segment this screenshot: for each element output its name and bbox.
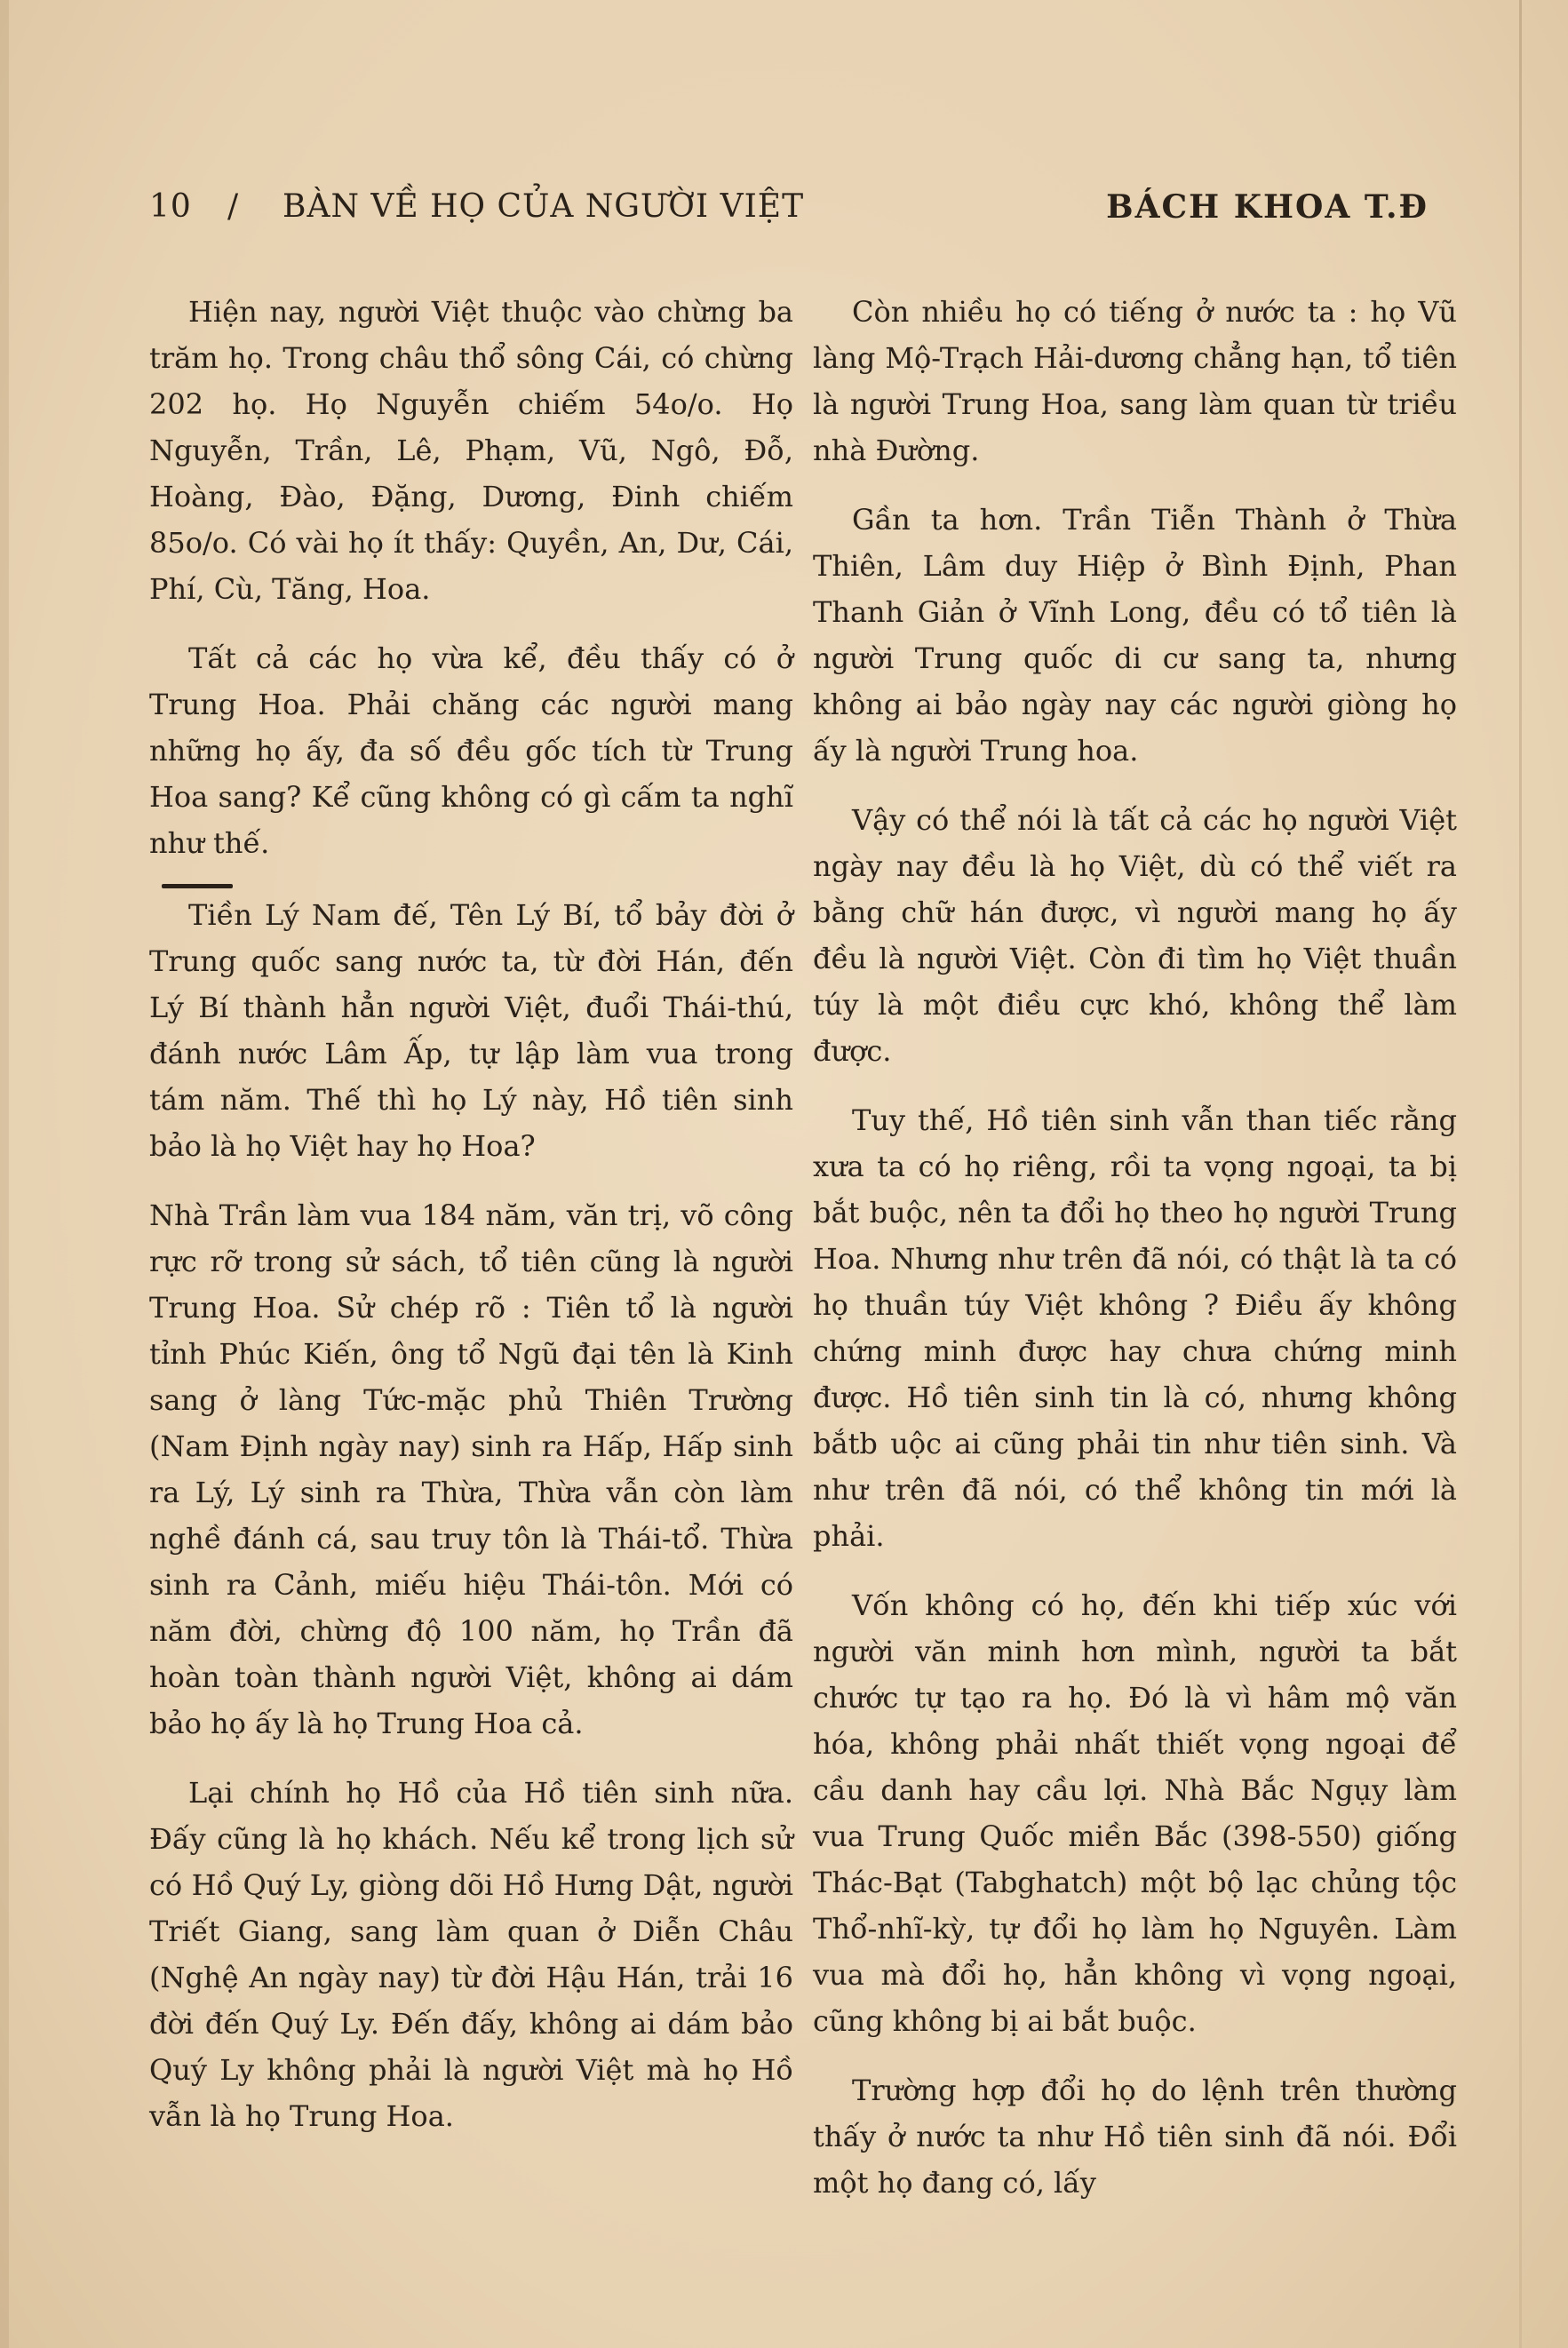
paragraph: Vốn không có họ, đến khi tiếp xúc với người văn minh hơn mình, người ta bắt chước tự tạo ra họ. Đó là vì hâm mộ văn hóa, không phải nhất thiết vọng ngoại để cầu danh hay cầu lợi. Nhà Bắc Ngụy làm vua Trung Quốc miền Bắc (398-550) giống Thác-Bạt (Tabghatch) một bộ lạc chủng tộc Thổ-nhĩ-kỳ, tự đổi họ làm họ Nguyên. Làm vua mà đổi họ, hẳn không vì vọng ngoại, cũng không bị ai bắt buộc. (813, 1588, 1457, 2038)
right-column (813, 289, 1457, 2229)
paragraph: Nhà Trần làm vua 184 năm, văn trị, võ công rực rỡ trong sử sách, tổ tiên cũng là người Trung Hoa. Sử chép rõ : Tiên tổ là người tỉnh Phúc Kiến, ông tổ Ngũ đại tên là Kinh sang ở làng Tức-mặc phủ Thiên Trường (Nam Định ngày nay) sinh ra Hấp, Hấp sinh ra Lý, Lý sinh ra Thừa, Thừa vẫn còn làm nghề đánh cá, sau truy tôn là Thái-tổ. Thừa sinh ra Cảnh, miếu hiệu Thái-tôn. Mới có năm đời, chừng độ 100 năm, họ Trần đã hoàn toàn thành người Việt, không ai dám bảo họ ấy là họ Trung Hoa cả. (149, 1198, 793, 1740)
paragraph: Hiện nay, người Việt thuộc vào chừng ba trăm họ. Trong châu thổ sông Cái, có chừng 202 họ. Họ Nguyễn chiếm 54o/o. Họ Nguyễn, Trần, Lê, Phạm, Vũ, Ngô, Đỗ, Hoàng, Đào, Đặng, Dương, Đinh chiếm 85o/o. Có vài họ ít thấy: Quyền, An, Dư, Cái, Phí, Cù, Tăng, Hoa. (149, 295, 793, 606)
paragraph: Gần ta hơn. Trần Tiễn Thành ở Thừa Thiên, Lâm duy Hiệp ở Bình Định, Phan Thanh Giản ở Vĩnh Long, đều có tổ tiên là người Trung quốc di cư sang ta, nhưng không ai bảo ngày nay các người giòng họ ấy là người Trung hoa. (813, 503, 1457, 768)
paragraph: Tất cả các họ vừa kể, đều thấy có ở Trung Hoa. Phải chăng các người mang những họ ấy, đa số đều gốc tích từ Trung Hoa sang? Kể cũng không có gì cấm ta nghĩ như thế. (149, 641, 793, 860)
paragraph: Trường hợp đổi họ do lệnh trên thường thấy ở nước ta như Hồ tiên sinh đã nói. Đổi một họ đang có, lấy (813, 2073, 1457, 2200)
running-header (149, 188, 1429, 242)
section-rule (162, 884, 233, 888)
paragraph: Tuy thế, Hồ tiên sinh vẫn than tiếc rằng xưa ta có họ riêng, rồi ta vọng ngoại, ta bị bắt buộc, nên ta đổi họ theo họ người Trung Hoa. Nhưng như trên đã nói, có thật là ta có họ thuần túy Việt không ? Điều ấy không chứng minh được hay chưa chứng minh được. Hồ tiên sinh tin là có, nhưng không bắtb uộc ai cũng phải tin như tiên sinh. Và như trên đã nói, có thể không tin mới là phải. (813, 1103, 1457, 1553)
page-number: 10 (149, 188, 192, 225)
page-fold-line (1519, 0, 1522, 2348)
left-column (149, 289, 793, 2162)
paragraph: Còn nhiều họ có tiếng ở nước ta : họ Vũ làng Mộ-Trạch Hải-dương chẳng hạn, tổ tiên là người Trung Hoa, sang làm quan từ triều nhà Đường. (813, 295, 1457, 467)
header-separator: / (227, 188, 240, 225)
page-edge-shadow (0, 0, 9, 2348)
article-title: BÀN VỀ HỌ CỦA NGƯỜI VIỆT (283, 188, 805, 225)
paragraph: Tiền Lý Nam đế, Tên Lý Bí, tổ bảy đời ở Trung quốc sang nước ta, từ đời Hán, đến Lý Bí thành hẳn người Việt, đuổi Thái-thú, đánh nước Lâm Ấp, tự lập làm vua trong tám năm. Thế thì họ Lý này, Hồ tiên sinh bảo là họ Việt hay họ Hoa? (149, 898, 793, 1163)
journal-name: BÁCH KHOA T.Đ (1106, 188, 1429, 226)
paragraph: Lại chính họ Hồ của Hồ tiên sinh nữa. Đấy cũng là họ khách. Nếu kể trong lịch sử có Hồ Quý Ly, giòng dõi Hồ Hưng Dật, người Triết Giang, sang làm quan ở Diễn Châu (Nghệ An ngày nay) từ đời Hậu Hán, trải 16 đời đến Quý Ly. Đến đấy, không ai dám bảo Quý Ly không phải là người Việt mà họ Hồ vẫn là họ Trung Hoa. (149, 1776, 793, 2133)
paragraph: Vậy có thể nói là tất cả các họ người Việt ngày nay đều là họ Việt, dù có thể viết ra bằng chữ hán được, vì người mang họ ấy đều là người Việt. Còn đi tìm họ Việt thuần túy là một điều cực khó, không thể làm được. (813, 803, 1457, 1068)
